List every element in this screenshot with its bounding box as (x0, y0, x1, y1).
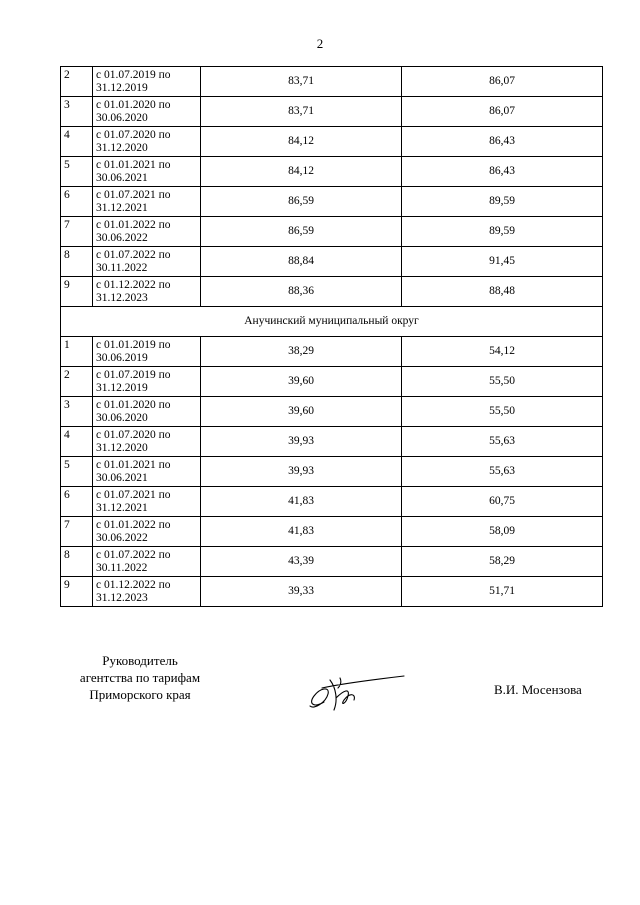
period-start: с 01.07.2020 по (96, 429, 171, 441)
tariff-value-1: 88,36 (201, 277, 402, 307)
row-number: 6 (61, 187, 93, 217)
table-row (61, 157, 603, 187)
position-line: Приморского края (89, 687, 191, 702)
tariff-value-2: 86,43 (402, 127, 603, 157)
period-cell (93, 217, 201, 247)
table-row (61, 397, 603, 427)
tariff-value-1: 86,59 (201, 217, 402, 247)
period-end: 31.12.2020 (96, 142, 148, 154)
period-cell (93, 367, 201, 397)
position-line: Руководитель (102, 653, 178, 668)
tariff-value-1: 83,71 (201, 67, 402, 97)
period-end: 30.06.2020 (96, 112, 148, 124)
row-number: 8 (61, 547, 93, 577)
period-end: 30.11.2022 (96, 262, 148, 274)
period-end: 31.12.2021 (96, 502, 148, 514)
period-end: 31.12.2023 (96, 592, 148, 604)
period-start: с 01.01.2021 по (96, 459, 171, 471)
tariff-value-1: 88,84 (201, 247, 402, 277)
tariff-value-1: 39,60 (201, 367, 402, 397)
period-cell (93, 277, 201, 307)
period-start: с 01.07.2022 по (96, 249, 171, 261)
table-row (61, 577, 603, 607)
period-start: с 01.07.2021 по (96, 489, 171, 501)
position-line: агентства по тарифам (79, 670, 201, 685)
row-number: 9 (61, 577, 93, 607)
row-number: 5 (61, 457, 93, 487)
tariff-value-1: 39,33 (201, 577, 402, 607)
table-body-top (61, 67, 603, 307)
period-start: с 01.01.2021 по (96, 159, 171, 171)
tariff-value-2: 55,50 (402, 397, 603, 427)
tariff-value-2: 54,12 (402, 337, 603, 367)
period-end: 30.06.2019 (96, 352, 148, 364)
table-row (61, 127, 603, 157)
period-start: с 01.07.2019 по (96, 369, 171, 381)
table-row (61, 187, 603, 217)
tariff-value-2: 51,71 (402, 577, 603, 607)
row-number: 3 (61, 97, 93, 127)
tariff-value-1: 43,39 (201, 547, 402, 577)
period-end: 31.12.2019 (96, 82, 148, 94)
tariff-value-2: 55,50 (402, 367, 603, 397)
period-start: с 01.12.2022 по (96, 579, 171, 591)
section-title: Анучинский муниципальный округ (61, 307, 603, 337)
tariff-value-2: 58,29 (402, 547, 603, 577)
tariff-value-2: 60,75 (402, 487, 603, 517)
period-end: 30.06.2021 (96, 172, 148, 184)
period-start: с 01.07.2021 по (96, 189, 171, 201)
row-number: 9 (61, 277, 93, 307)
tariff-value-1: 83,71 (201, 97, 402, 127)
tariff-value-1: 86,59 (201, 187, 402, 217)
period-end: 31.12.2020 (96, 442, 148, 454)
period-end: 31.12.2019 (96, 382, 148, 394)
table-row (61, 487, 603, 517)
tariff-value-1: 84,12 (201, 157, 402, 187)
table-row (61, 217, 603, 247)
signatory-position (60, 652, 220, 703)
row-number: 2 (61, 367, 93, 397)
tariff-value-1: 39,60 (201, 397, 402, 427)
table-row (61, 277, 603, 307)
table-row (61, 457, 603, 487)
table-section (61, 307, 603, 337)
tariff-value-2: 89,59 (402, 187, 603, 217)
period-start: с 01.07.2022 по (96, 549, 171, 561)
table-row (61, 67, 603, 97)
period-cell (93, 487, 201, 517)
period-start: с 01.07.2020 по (96, 129, 171, 141)
period-cell (93, 67, 201, 97)
row-number: 4 (61, 127, 93, 157)
period-end: 30.11.2022 (96, 562, 148, 574)
period-end: 30.06.2022 (96, 232, 148, 244)
tariff-value-1: 41,83 (201, 517, 402, 547)
tariff-value-2: 86,07 (402, 67, 603, 97)
table-row (61, 427, 603, 457)
period-start: с 01.01.2020 по (96, 399, 171, 411)
period-cell (93, 547, 201, 577)
table-row (61, 367, 603, 397)
period-start: с 01.01.2022 по (96, 219, 171, 231)
table-row (61, 247, 603, 277)
tariff-value-2: 91,45 (402, 247, 603, 277)
table-row (61, 337, 603, 367)
period-cell (93, 517, 201, 547)
period-cell (93, 157, 201, 187)
row-number: 7 (61, 517, 93, 547)
tariff-value-1: 84,12 (201, 127, 402, 157)
period-cell (93, 397, 201, 427)
period-cell (93, 457, 201, 487)
row-number: 3 (61, 397, 93, 427)
tariff-value-2: 55,63 (402, 457, 603, 487)
period-cell (93, 187, 201, 217)
row-number: 6 (61, 487, 93, 517)
period-start: с 01.12.2022 по (96, 279, 171, 291)
row-number: 7 (61, 217, 93, 247)
row-number: 1 (61, 337, 93, 367)
signatory-name: В.И. Мосензова (494, 682, 582, 697)
row-number: 5 (61, 157, 93, 187)
tariff-table (60, 66, 603, 607)
period-start: с 01.01.2019 по (96, 339, 171, 351)
tariff-value-1: 38,29 (201, 337, 402, 367)
page-number: 2 (316, 36, 324, 51)
period-start: с 01.07.2019 по (96, 69, 171, 81)
row-number: 4 (61, 427, 93, 457)
tariff-value-1: 39,93 (201, 427, 402, 457)
period-cell (93, 97, 201, 127)
tariff-value-2: 55,63 (402, 427, 603, 457)
row-number: 8 (61, 247, 93, 277)
section-header-row (61, 307, 603, 337)
tariff-value-1: 41,83 (201, 487, 402, 517)
period-cell (93, 127, 201, 157)
tariff-value-2: 58,09 (402, 517, 603, 547)
period-cell (93, 337, 201, 367)
period-cell (93, 577, 201, 607)
period-cell (93, 427, 201, 457)
period-end: 30.06.2022 (96, 532, 148, 544)
table-body-bottom (61, 337, 603, 607)
period-end: 30.06.2021 (96, 472, 148, 484)
period-end: 31.12.2021 (96, 202, 148, 214)
tariff-value-2: 88,48 (402, 277, 603, 307)
period-end: 30.06.2020 (96, 412, 148, 424)
period-start: с 01.01.2020 по (96, 99, 171, 111)
table-row (61, 547, 603, 577)
row-number: 2 (61, 67, 93, 97)
handwritten-signature (300, 660, 410, 715)
tariff-value-1: 39,93 (201, 457, 402, 487)
period-cell (93, 247, 201, 277)
table-row (61, 97, 603, 127)
table-row (61, 517, 603, 547)
tariff-value-2: 86,07 (402, 97, 603, 127)
period-end: 31.12.2023 (96, 292, 148, 304)
tariff-value-2: 89,59 (402, 217, 603, 247)
period-start: с 01.01.2022 по (96, 519, 171, 531)
tariff-value-2: 86,43 (402, 157, 603, 187)
